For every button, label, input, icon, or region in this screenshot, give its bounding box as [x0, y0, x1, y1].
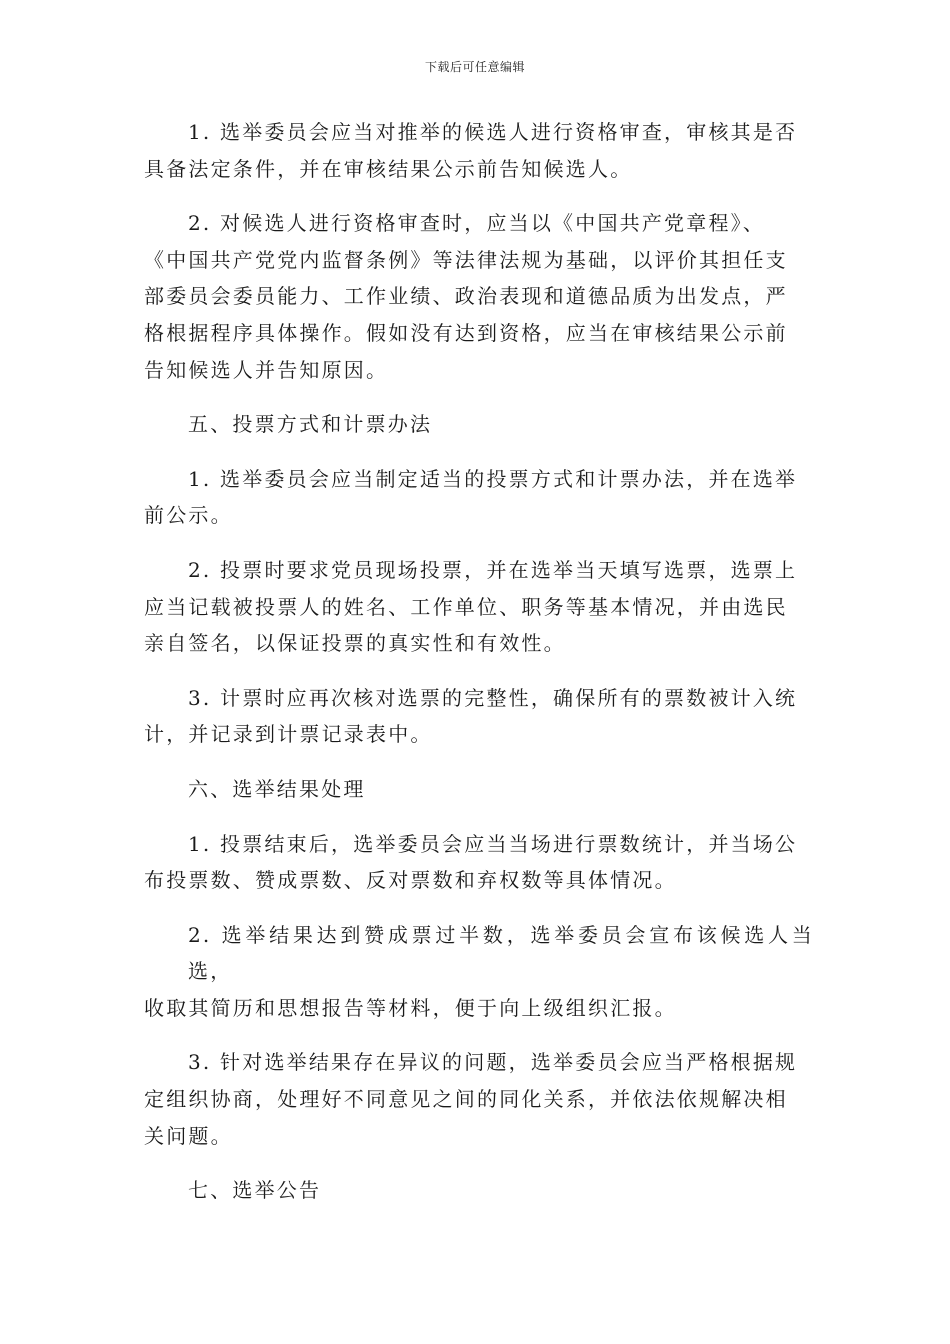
- paragraph-line: 前公示。: [144, 503, 233, 528]
- document-body: [144, 114, 814, 1227]
- paragraph: [144, 461, 814, 534]
- section-heading: [144, 771, 814, 808]
- paragraph-line: 关问题。: [144, 1123, 233, 1148]
- section-heading: [144, 1172, 814, 1209]
- paragraph-line: 收取其简历和思想报告等材料，便于向上级组织汇报。: [144, 995, 677, 1020]
- paragraph-line: 3. 计票时应再次核对选票的完整性，确保所有的票数被计入统: [188, 685, 798, 710]
- page-header: 下载后可任意编辑: [424, 60, 525, 74]
- paragraph-line: 应当记载被投票人的姓名、工作单位、职务等基本情况，并由选民: [144, 594, 788, 619]
- paragraph-line: 2. 选举结果达到赞成票过半数，选举委员会宣布该候选人当选，: [188, 922, 814, 984]
- paragraph: [144, 205, 814, 388]
- paragraph-line: 2. 对候选人进行资格审查时，应当以《中国共产党章程》、: [188, 211, 766, 236]
- paragraph: [144, 552, 814, 662]
- paragraph-line: 1. 选举委员会应当制定适当的投票方式和计票办法，并在选举: [188, 466, 798, 491]
- paragraph: [144, 1044, 814, 1154]
- section-heading: [144, 406, 814, 443]
- paragraph-line: 部委员会委员能力、工作业绩、政治表现和道德品质为出发点，严: [144, 284, 788, 309]
- paragraph: [144, 680, 814, 753]
- paragraph: [144, 114, 814, 187]
- paragraph-line: 亲自签名，以保证投票的真实性和有效性。: [144, 631, 566, 656]
- paragraph-line: 《中国共产党党内监督条例》等法律法规为基础，以评价其担任支: [144, 247, 788, 272]
- paragraph: [144, 917, 814, 1027]
- section-heading-text: 五、投票方式和计票办法: [188, 412, 433, 437]
- paragraph-line: 布投票数、赞成票数、反对票数和弃权数等具体情况。: [144, 868, 677, 893]
- paragraph: [144, 826, 814, 899]
- paragraph-line: 格根据程序具体操作。假如没有达到资格，应当在审核结果公示前: [144, 320, 788, 345]
- paragraph-line: 定组织协商，处理好不同意见之间的同化关系，并依法依规解决相: [144, 1087, 788, 1112]
- paragraph-line: 告知候选人并告知原因。: [144, 357, 389, 382]
- paragraph-line: 计，并记录到计票记录表中。: [144, 722, 433, 747]
- paragraph-line: 1. 投票结束后，选举委员会应当当场进行票数统计，并当场公: [188, 831, 798, 856]
- section-heading-text: 六、选举结果处理: [188, 776, 366, 801]
- paragraph-line: 具备法定条件，并在审核结果公示前告知候选人。: [144, 156, 633, 181]
- section-heading-text: 七、选举公告: [188, 1178, 322, 1203]
- paragraph-line: 1. 选举委员会应当对推举的候选人进行资格审查，审核其是否: [188, 120, 798, 144]
- paragraph-line: 3. 针对选举结果存在异议的问题，选举委员会应当严格根据规: [188, 1050, 798, 1075]
- paragraph-line: 2. 投票时要求党员现场投票，并在选举当天填写选票，选票上: [188, 557, 798, 582]
